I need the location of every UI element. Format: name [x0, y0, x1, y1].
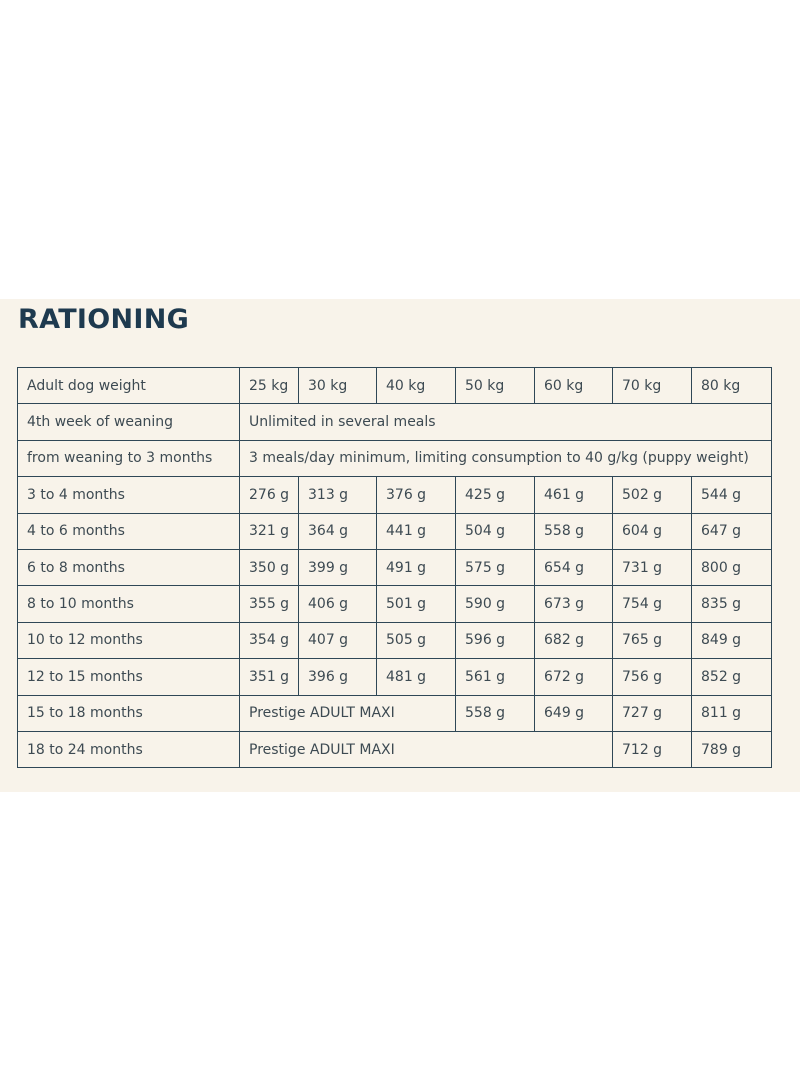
weight-header-cell: 50 kg	[456, 368, 535, 404]
ration-cell: 731 g	[613, 549, 692, 585]
ration-cell: 789 g	[692, 731, 772, 767]
ration-cell: 501 g	[377, 586, 456, 622]
row-label: 15 to 18 months	[18, 695, 240, 731]
table-row	[18, 440, 772, 476]
weight-header-cell: 70 kg	[613, 368, 692, 404]
ration-cell: 461 g	[535, 477, 613, 513]
weight-header-cell: 40 kg	[377, 368, 456, 404]
ration-cell: 672 g	[535, 659, 613, 695]
ration-cell: 350 g	[240, 549, 299, 585]
ration-cell: 407 g	[299, 622, 377, 658]
table-row	[18, 586, 772, 622]
ration-cell: 756 g	[613, 659, 692, 695]
ration-cell: 765 g	[613, 622, 692, 658]
row-label: 4 to 6 months	[18, 513, 240, 549]
ration-cell: 682 g	[535, 622, 613, 658]
ration-cell: 481 g	[377, 659, 456, 695]
table-row	[18, 477, 772, 513]
ration-cell: 313 g	[299, 477, 377, 513]
row-label: 4th week of weaning	[18, 404, 240, 440]
ration-cell: 406 g	[299, 586, 377, 622]
row-label: from weaning to 3 months	[18, 440, 240, 476]
table-row	[18, 513, 772, 549]
ration-cell: 276 g	[240, 477, 299, 513]
ration-cell: 727 g	[613, 695, 692, 731]
ration-cell: 561 g	[456, 659, 535, 695]
row-note: 3 meals/day minimum, limiting consumption to 40 g/kg (puppy weight)	[240, 440, 772, 476]
weight-header-cell: 80 kg	[692, 368, 772, 404]
ration-cell: 355 g	[240, 586, 299, 622]
row-note: Prestige ADULT MAXI	[240, 695, 456, 731]
ration-cell: 754 g	[613, 586, 692, 622]
weight-header-cell: 25 kg	[240, 368, 299, 404]
row-label: 12 to 15 months	[18, 659, 240, 695]
row-label: 18 to 24 months	[18, 731, 240, 767]
ration-cell: 712 g	[613, 731, 692, 767]
ration-cell: 376 g	[377, 477, 456, 513]
row-note: Prestige ADULT MAXI	[240, 731, 613, 767]
ration-cell: 491 g	[377, 549, 456, 585]
weight-header-cell: 30 kg	[299, 368, 377, 404]
ration-cell: 364 g	[299, 513, 377, 549]
ration-cell: 800 g	[692, 549, 772, 585]
table-row	[18, 695, 772, 731]
ration-cell: 558 g	[535, 513, 613, 549]
ration-cell: 575 g	[456, 549, 535, 585]
ration-cell: 673 g	[535, 586, 613, 622]
row-label: 3 to 4 months	[18, 477, 240, 513]
ration-cell: 596 g	[456, 622, 535, 658]
ration-cell: 351 g	[240, 659, 299, 695]
ration-cell: 852 g	[692, 659, 772, 695]
row-label: 8 to 10 months	[18, 586, 240, 622]
ration-cell: 505 g	[377, 622, 456, 658]
ration-cell: 544 g	[692, 477, 772, 513]
table-row	[18, 731, 772, 767]
ration-cell: 835 g	[692, 586, 772, 622]
ration-cell: 502 g	[613, 477, 692, 513]
ration-cell: 396 g	[299, 659, 377, 695]
row-note: Unlimited in several meals	[240, 404, 772, 440]
ration-cell: 590 g	[456, 586, 535, 622]
ration-cell: 647 g	[692, 513, 772, 549]
table-row	[18, 549, 772, 585]
table-row	[18, 404, 772, 440]
row-label: 6 to 8 months	[18, 549, 240, 585]
ration-cell: 321 g	[240, 513, 299, 549]
rationing-table	[17, 367, 772, 768]
ration-cell: 558 g	[456, 695, 535, 731]
ration-cell: 649 g	[535, 695, 613, 731]
ration-cell: 504 g	[456, 513, 535, 549]
row-label: Adult dog weight	[18, 368, 240, 404]
ration-cell: 604 g	[613, 513, 692, 549]
ration-cell: 441 g	[377, 513, 456, 549]
weight-header-cell: 60 kg	[535, 368, 613, 404]
table-row	[18, 622, 772, 658]
section-title: RATIONING	[18, 304, 190, 335]
ration-cell: 811 g	[692, 695, 772, 731]
ration-cell: 399 g	[299, 549, 377, 585]
ration-cell: 425 g	[456, 477, 535, 513]
table-row	[18, 659, 772, 695]
ration-cell: 654 g	[535, 549, 613, 585]
table-header-row	[18, 368, 772, 404]
ration-cell: 849 g	[692, 622, 772, 658]
row-label: 10 to 12 months	[18, 622, 240, 658]
ration-cell: 354 g	[240, 622, 299, 658]
